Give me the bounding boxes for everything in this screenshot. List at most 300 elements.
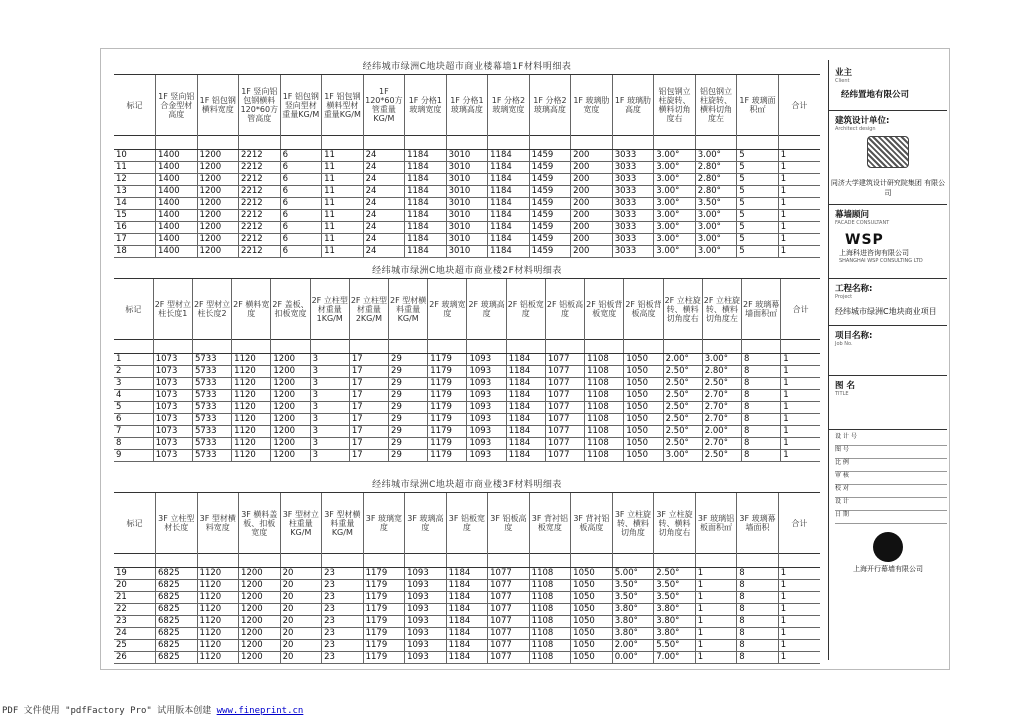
table-cell: 1184 <box>405 186 447 198</box>
table-cell: 1184 <box>405 150 447 162</box>
table-cell: 8 <box>742 438 781 450</box>
table-cell: 3.80° <box>654 604 696 616</box>
table-cell: 3.50° <box>612 580 654 592</box>
table-cell: 1184 <box>446 580 488 592</box>
table-cell: 3033 <box>612 210 654 222</box>
table-cell: 2.50° <box>663 378 702 390</box>
table-row <box>114 652 820 664</box>
table-cell: 1179 <box>363 652 405 664</box>
table-cell: 2.70° <box>702 438 741 450</box>
column-header: 标记 <box>114 279 153 340</box>
table-cell: 200 <box>571 222 613 234</box>
column-header: 3F 横料盖板、扣板宽度 <box>239 493 281 554</box>
table-cell: 3010 <box>446 150 488 162</box>
designer-sub: Architect design <box>835 126 876 132</box>
table-cell: 1 <box>695 640 737 652</box>
table-cell: 1108 <box>529 616 571 628</box>
table-cell: 2212 <box>239 186 281 198</box>
title-block-row: 图 号 <box>835 446 947 459</box>
table-cell: 1400 <box>156 234 198 246</box>
table-cell: 200 <box>571 246 613 258</box>
table-cell: 29 <box>389 390 428 402</box>
table-cell: 1184 <box>405 174 447 186</box>
table-cell: 1 <box>781 354 820 366</box>
table-2f <box>114 279 820 462</box>
table-row <box>114 150 820 162</box>
table-cell: 20 <box>280 568 322 580</box>
table-cell: 2.50° <box>702 378 741 390</box>
title-block-row: 设 计 <box>835 498 947 511</box>
table-cell: 2.50° <box>663 426 702 438</box>
table-cell: 1 <box>778 604 820 616</box>
table-cell: 1108 <box>585 426 624 438</box>
table-cell: 1120 <box>232 354 271 366</box>
column-header: 1F 铝包钢横料型材重量KG/M <box>322 75 364 136</box>
table-cell: 6 <box>280 234 322 246</box>
table-cell: 1093 <box>467 354 506 366</box>
table-cell: 1093 <box>467 438 506 450</box>
table-cell: 2212 <box>239 234 281 246</box>
table-cell: 1179 <box>428 438 467 450</box>
table-cell: 1050 <box>624 438 663 450</box>
table-cell: 11 <box>322 186 364 198</box>
table-cell: 1108 <box>529 628 571 640</box>
table-cell: 17 <box>114 234 156 246</box>
table-cell: 1108 <box>585 414 624 426</box>
table-cell: 1184 <box>446 604 488 616</box>
table-cell: 1077 <box>545 354 584 366</box>
table-cell: 2212 <box>239 246 281 258</box>
table-cell: 2.50° <box>663 366 702 378</box>
table-row <box>114 174 820 186</box>
column-header: 1F 玻璃面积㎡ <box>737 75 779 136</box>
table-cell: 200 <box>571 150 613 162</box>
table-cell: 23 <box>322 604 364 616</box>
table-cell: 22 <box>114 604 156 616</box>
table-cell: 6 <box>280 222 322 234</box>
table-cell: 10 <box>114 150 156 162</box>
table-cell: 29 <box>389 366 428 378</box>
consultant-sub: FACADE CONSULTANT <box>835 220 890 226</box>
table-cell: 1077 <box>488 568 530 580</box>
table-cell: 8 <box>742 450 781 462</box>
table-cell: 8 <box>742 366 781 378</box>
table-cell: 1200 <box>197 210 239 222</box>
title-block <box>828 60 947 660</box>
table-cell: 3.00° <box>695 222 737 234</box>
table-cell: 1077 <box>488 640 530 652</box>
table-cell: 17 <box>349 438 388 450</box>
table-cell: 3.00° <box>654 246 696 258</box>
table-cell: 24 <box>363 198 405 210</box>
company-logo-icon <box>873 532 903 562</box>
column-header: 2F 玻璃高度 <box>467 279 506 340</box>
table-cell: 24 <box>363 174 405 186</box>
table-cell: 1108 <box>529 568 571 580</box>
table-cell: 1 <box>778 592 820 604</box>
table-cell: 3033 <box>612 234 654 246</box>
table-cell: 1050 <box>571 628 613 640</box>
table-cell: 1120 <box>197 580 239 592</box>
table-cell: 2.50° <box>663 438 702 450</box>
table-cell: 1400 <box>156 246 198 258</box>
drawing-sub: TITLE <box>835 391 849 397</box>
table-cell: 3.00° <box>654 150 696 162</box>
table-cell: 2.70° <box>702 402 741 414</box>
table-cell: 1077 <box>545 378 584 390</box>
table-cell: 1120 <box>197 592 239 604</box>
table-cell: 1 <box>781 390 820 402</box>
table-cell: 5 <box>737 222 779 234</box>
table-cell: 1200 <box>271 426 310 438</box>
table-cell: 1 <box>778 628 820 640</box>
table-cell: 6 <box>280 186 322 198</box>
project-sub: Project <box>835 294 853 300</box>
table-1f <box>114 75 820 258</box>
table-cell: 1108 <box>529 580 571 592</box>
table-cell: 8 <box>737 652 779 664</box>
table-cell: 1184 <box>488 210 530 222</box>
table-cell: 3 <box>310 402 349 414</box>
table-cell: 6825 <box>156 568 198 580</box>
table-cell: 19 <box>114 568 156 580</box>
table-cell: 5733 <box>192 414 231 426</box>
table-cell: 1200 <box>239 592 281 604</box>
table-cell: 24 <box>363 234 405 246</box>
table-cell: 3 <box>310 390 349 402</box>
table-cell: 3.80° <box>612 616 654 628</box>
table-cell: 1073 <box>153 450 192 462</box>
title-block-row: 比 例 <box>835 459 947 472</box>
table-row <box>114 450 820 462</box>
table-cell: 1093 <box>467 402 506 414</box>
table-cell: 1050 <box>624 414 663 426</box>
table-cell: 1077 <box>545 426 584 438</box>
column-header: 3F 铝板高度 <box>488 493 530 554</box>
table-cell: 6825 <box>156 640 198 652</box>
table-row <box>114 414 820 426</box>
table-cell: 1 <box>778 234 820 246</box>
table-cell: 24 <box>363 150 405 162</box>
table-cell: 1184 <box>405 210 447 222</box>
table-cell: 1077 <box>545 366 584 378</box>
table-cell: 1200 <box>239 616 281 628</box>
table-cell: 7 <box>114 426 153 438</box>
table-cell: 3.00° <box>695 150 737 162</box>
table-cell: 1120 <box>232 378 271 390</box>
table-cell: 1184 <box>488 174 530 186</box>
table-cell: 11 <box>322 162 364 174</box>
table-cell: 3.80° <box>612 628 654 640</box>
table-cell: 1108 <box>529 640 571 652</box>
table-cell: 2.80° <box>695 174 737 186</box>
table-cell: 5 <box>737 234 779 246</box>
table-row <box>114 354 820 366</box>
tongji-logo-icon <box>867 136 909 168</box>
table-cell: 1400 <box>156 174 198 186</box>
table-cell: 6825 <box>156 592 198 604</box>
table-cell: 1179 <box>363 616 405 628</box>
table-cell: 200 <box>571 234 613 246</box>
table-cell: 1184 <box>488 150 530 162</box>
column-header: 3F 玻璃宽度 <box>363 493 405 554</box>
table-cell: 3033 <box>612 246 654 258</box>
column-header: 3F 铝板宽度 <box>446 493 488 554</box>
table-cell: 3.00° <box>702 354 741 366</box>
table-cell: 11 <box>322 150 364 162</box>
table-cell: 29 <box>389 354 428 366</box>
table-cell: 1093 <box>467 366 506 378</box>
table-cell: 13 <box>114 186 156 198</box>
column-header: 1F 玻璃肋宽度 <box>571 75 613 136</box>
table-cell: 8 <box>737 592 779 604</box>
table-cell: 11 <box>322 174 364 186</box>
table-cell: 1093 <box>467 426 506 438</box>
table-cell: 1120 <box>232 366 271 378</box>
table-cell: 17 <box>349 366 388 378</box>
table-cell: 1200 <box>271 414 310 426</box>
table-cell: 0.00° <box>612 652 654 664</box>
table-cell: 2.50° <box>654 568 696 580</box>
table-cell: 1184 <box>405 222 447 234</box>
table-cell: 3033 <box>612 162 654 174</box>
table-cell: 1 <box>778 174 820 186</box>
title-block-row: 校 对 <box>835 485 947 498</box>
table-cell: 1200 <box>239 640 281 652</box>
table-cell: 1050 <box>624 366 663 378</box>
table-cell: 1184 <box>405 234 447 246</box>
table-cell: 1108 <box>585 378 624 390</box>
table-cell: 1184 <box>506 354 545 366</box>
table-cell: 3010 <box>446 222 488 234</box>
table-cell: 2.50° <box>663 390 702 402</box>
table-cell: 29 <box>389 414 428 426</box>
table-cell: 1 <box>114 354 153 366</box>
table-cell: 1184 <box>405 162 447 174</box>
table-cell: 3.00° <box>663 450 702 462</box>
table-cell: 1184 <box>488 162 530 174</box>
column-header: 2F 型材立柱长度1 <box>153 279 192 340</box>
item-label: 项目名称: <box>835 331 873 341</box>
table-cell: 8 <box>742 390 781 402</box>
table-cell: 20 <box>280 640 322 652</box>
table-cell: 3.80° <box>654 628 696 640</box>
table-cell: 1073 <box>153 378 192 390</box>
table-cell: 1073 <box>153 426 192 438</box>
table-cell: 1 <box>695 604 737 616</box>
table-cell: 1093 <box>405 580 447 592</box>
table-cell: 11 <box>322 210 364 222</box>
table-cell: 1459 <box>529 222 571 234</box>
table-cell: 20 <box>280 592 322 604</box>
column-header: 2F 铝板高度 <box>545 279 584 340</box>
table-cell: 2.70° <box>702 390 741 402</box>
table-cell: 1108 <box>585 402 624 414</box>
table-cell: 1459 <box>529 210 571 222</box>
table-cell: 1 <box>778 150 820 162</box>
table-cell: 1200 <box>271 378 310 390</box>
table-cell: 1050 <box>624 426 663 438</box>
column-header: 标记 <box>114 493 156 554</box>
table-cell: 1 <box>778 222 820 234</box>
table-cell: 11 <box>322 222 364 234</box>
table-cell: 25 <box>114 640 156 652</box>
table-cell: 1179 <box>363 604 405 616</box>
table-cell: 8 <box>737 628 779 640</box>
table-cell: 1050 <box>571 580 613 592</box>
table-cell: 3 <box>310 378 349 390</box>
table-cell: 6825 <box>156 616 198 628</box>
table-cell: 1184 <box>446 640 488 652</box>
table-cell: 1184 <box>446 568 488 580</box>
column-header: 铝包钢立柱旋转、横料切角度左 <box>695 75 737 136</box>
table-cell: 1 <box>781 402 820 414</box>
table-cell: 1200 <box>197 222 239 234</box>
table-cell: 1 <box>781 426 820 438</box>
table-cell: 1108 <box>585 390 624 402</box>
column-header: 2F 立柱旋转、横料切角度左 <box>702 279 741 340</box>
table-cell: 2212 <box>239 198 281 210</box>
column-header: 3F 型材横料宽度 <box>197 493 239 554</box>
table-cell: 1179 <box>363 628 405 640</box>
material-table-1f <box>114 60 820 258</box>
table-cell: 18 <box>114 246 156 258</box>
table-cell: 5733 <box>192 426 231 438</box>
table-cell: 200 <box>571 198 613 210</box>
table-row <box>114 580 820 592</box>
table-cell: 1179 <box>428 378 467 390</box>
table-cell: 3010 <box>446 174 488 186</box>
table-cell: 1093 <box>467 378 506 390</box>
table-cell: 3 <box>310 366 349 378</box>
column-header: 1F 分格2玻璃高度 <box>529 75 571 136</box>
table-row <box>114 402 820 414</box>
table-cell: 1179 <box>428 426 467 438</box>
company-name: 上海开行幕墙有限公司 <box>853 565 923 573</box>
table-cell: 1200 <box>271 450 310 462</box>
table-cell: 1093 <box>405 568 447 580</box>
table-cell: 17 <box>349 390 388 402</box>
table-cell: 1184 <box>506 414 545 426</box>
table-cell: 1184 <box>506 426 545 438</box>
table-row <box>114 198 820 210</box>
table-cell: 29 <box>389 438 428 450</box>
table-cell: 3.00° <box>654 186 696 198</box>
table-cell: 3010 <box>446 186 488 198</box>
table-cell: 12 <box>114 174 156 186</box>
owner-label: 业主 <box>835 68 853 78</box>
table-row <box>114 616 820 628</box>
table-cell: 3 <box>310 426 349 438</box>
table-cell: 11 <box>322 246 364 258</box>
table-cell: 1184 <box>506 450 545 462</box>
table-cell: 1050 <box>624 450 663 462</box>
table-cell: 1120 <box>197 628 239 640</box>
table-cell: 1077 <box>545 414 584 426</box>
column-header: 1F 分格1玻璃高度 <box>446 75 488 136</box>
column-header: 1F 铝包钢横料宽度 <box>197 75 239 136</box>
table-cell: 1108 <box>529 592 571 604</box>
table-cell: 1184 <box>488 234 530 246</box>
column-header: 合计 <box>791 518 808 528</box>
table-cell: 6825 <box>156 604 198 616</box>
table-cell: 1184 <box>446 628 488 640</box>
item-sub: Job No. <box>835 341 853 347</box>
material-table-3f <box>114 478 820 664</box>
table-cell: 2.80° <box>695 186 737 198</box>
table-cell: 1184 <box>488 198 530 210</box>
consultant-name: 上海科进咨询有限公司 <box>839 249 909 257</box>
table-cell: 200 <box>571 174 613 186</box>
table-cell: 1459 <box>529 246 571 258</box>
table-row <box>114 210 820 222</box>
material-table-2f <box>114 264 820 462</box>
column-header: 2F 铝板宽度 <box>506 279 545 340</box>
table-cell: 2.80° <box>702 366 741 378</box>
table-cell: 1184 <box>405 246 447 258</box>
table-cell: 1120 <box>197 652 239 664</box>
table-cell: 2.80° <box>695 162 737 174</box>
table-cell: 1184 <box>488 246 530 258</box>
table-cell: 1093 <box>405 592 447 604</box>
table-title: 经纬城市绿洲C地块超市商业楼幕墙1F材料明细表 <box>114 60 820 75</box>
table-cell: 1200 <box>239 652 281 664</box>
table-cell: 1120 <box>197 604 239 616</box>
table-cell: 1093 <box>467 390 506 402</box>
table-cell: 1459 <box>529 186 571 198</box>
table-cell: 1459 <box>529 234 571 246</box>
table-cell: 1050 <box>624 390 663 402</box>
table-cell: 8 <box>737 640 779 652</box>
table-cell: 1 <box>781 366 820 378</box>
table-cell: 1077 <box>488 628 530 640</box>
table-cell: 1120 <box>197 616 239 628</box>
table-cell: 6 <box>280 162 322 174</box>
table-cell: 23 <box>322 616 364 628</box>
footer-link[interactable]: www.fineprint.cn <box>216 706 304 716</box>
table-cell: 2.00° <box>612 640 654 652</box>
table-cell: 1050 <box>624 354 663 366</box>
table-cell: 5 <box>737 162 779 174</box>
table-cell: 2.00° <box>702 426 741 438</box>
table-cell: 1 <box>778 568 820 580</box>
table-cell: 1 <box>781 378 820 390</box>
table-cell: 5 <box>737 150 779 162</box>
table-cell: 1077 <box>488 580 530 592</box>
table-cell: 24 <box>363 246 405 258</box>
table-cell: 4 <box>114 390 153 402</box>
table-cell: 3.00° <box>654 222 696 234</box>
table-cell: 15 <box>114 210 156 222</box>
table-cell: 3010 <box>446 234 488 246</box>
table-row <box>114 426 820 438</box>
table-cell: 6 <box>280 246 322 258</box>
owner-value: 经纬置地有限公司 <box>841 90 910 100</box>
table-cell: 16 <box>114 222 156 234</box>
table-cell: 1 <box>781 414 820 426</box>
table-cell: 1200 <box>239 628 281 640</box>
table-cell: 5 <box>737 198 779 210</box>
table-cell: 20 <box>280 580 322 592</box>
table-cell: 1184 <box>405 198 447 210</box>
table-cell: 6825 <box>156 652 198 664</box>
column-header: 3F 背衬铝板高度 <box>571 493 613 554</box>
table-cell: 5733 <box>192 402 231 414</box>
table-row <box>114 222 820 234</box>
consultant-label: 幕墙顾问 <box>835 210 870 220</box>
table-cell: 2 <box>114 366 153 378</box>
table-cell: 8 <box>742 378 781 390</box>
